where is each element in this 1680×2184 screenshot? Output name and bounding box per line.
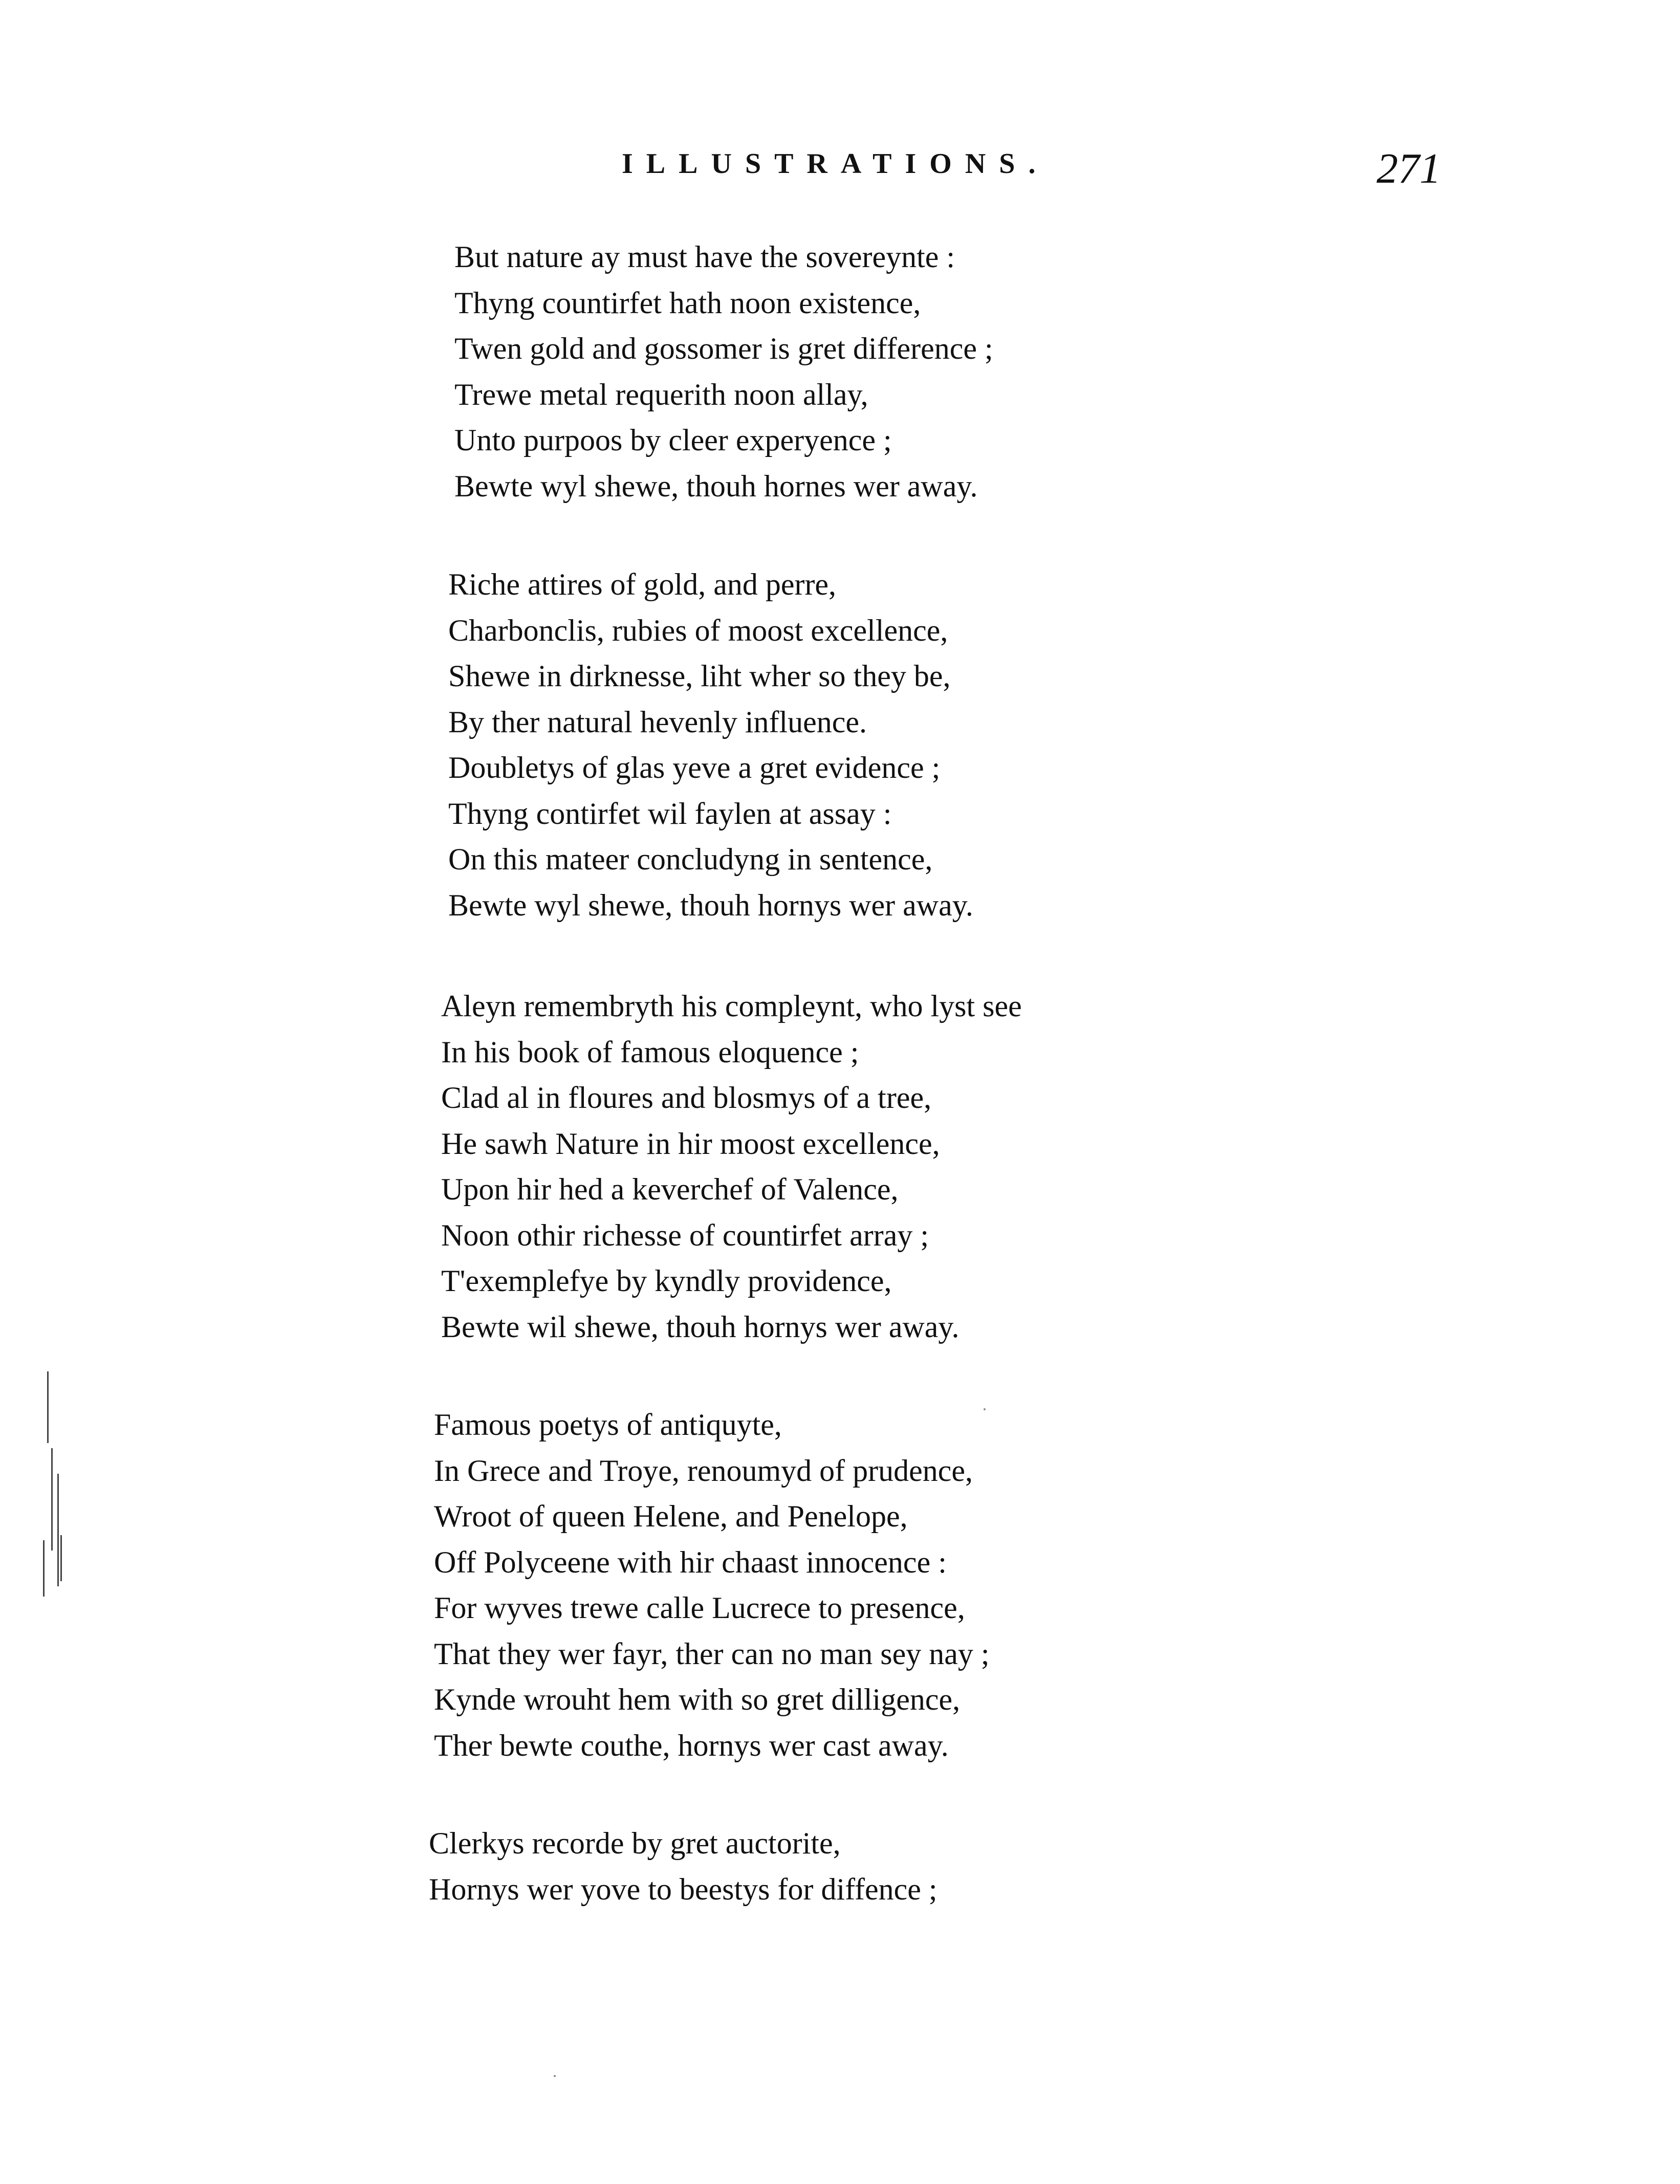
stanza-2 <box>448 562 973 928</box>
verse-line: In his book of famous eloquence ; <box>441 1035 859 1069</box>
verse-line: Shewe in dirknesse, liht wher so they be, <box>448 659 951 693</box>
verse-line: Ther bewte couthe, hornys wer cast away. <box>434 1728 949 1762</box>
verse-line: Clerkys recorde by gret auctorite, <box>429 1826 841 1860</box>
paper-speck <box>554 2075 556 2077</box>
verse-line: Unto purpoos by cleer experyence ; <box>454 423 892 457</box>
verse-line: Noon othir richesse of countirfet array ; <box>441 1218 929 1252</box>
verse-line: Famous poetys of antiquyte, <box>434 1408 782 1442</box>
stanza-5 <box>429 1821 937 1912</box>
paper-speck <box>984 1408 986 1410</box>
verse-line: Off Polyceene with hir chaast innocence : <box>434 1545 947 1579</box>
verse-line: Bewte wil shewe, thouh hornys wer away. <box>441 1309 959 1344</box>
verse-line: That they wer fayr, ther can no man sey nay ; <box>434 1636 990 1671</box>
verse-line: By ther natural hevenly influence. <box>448 705 867 739</box>
verse-line: Hornys wer yove to beestys for diffence ; <box>429 1872 937 1906</box>
verse-line: Wroot of queen Helene, and Penelope, <box>434 1499 908 1533</box>
verse-line: Clad al in floures and blosmys of a tree, <box>441 1081 932 1115</box>
verse-line: In Grece and Troye, renoumyd of prudence, <box>434 1453 973 1488</box>
margin-mark <box>57 1474 59 1586</box>
verse-line: Thyng contirfet wil faylen at assay : <box>448 796 892 831</box>
stanza-3 <box>441 984 1022 1350</box>
verse-line: Trewe metal requerith noon allay, <box>454 377 868 411</box>
verse-line: T'exemplefye by kyndly providence, <box>441 1264 892 1298</box>
stanza-1 <box>454 234 993 509</box>
verse-line: Bewte wyl shewe, thouh hornes wer away. <box>454 469 978 503</box>
page-number: 271 <box>1377 145 1441 192</box>
verse-line: Thyng countirfet hath noon existence, <box>454 286 921 320</box>
margin-mark <box>47 1371 49 1443</box>
stanza-4 <box>434 1402 990 1768</box>
verse-line: Riche attires of gold, and perre, <box>448 567 837 601</box>
verse-line: Aleyn remembryth his compleynt, who lyst see <box>441 989 1022 1023</box>
margin-mark <box>51 1448 53 1550</box>
verse-line: Charbonclis, rubies of moost excellence, <box>448 613 948 647</box>
margin-mark <box>43 1540 45 1597</box>
margin-mark <box>60 1535 62 1581</box>
verse-line: Doubletys of glas yeve a gret evidence ; <box>448 751 941 784</box>
verse-line: For wyves trewe calle Lucrece to presence, <box>434 1591 965 1625</box>
verse-line: Kynde wrouht hem with so gret dilligence, <box>434 1683 961 1716</box>
verse-line: He sawh Nature in hir moost excellence, <box>441 1126 940 1161</box>
verse-line: But nature ay must have the sovereynte : <box>454 240 955 274</box>
verse-line: Twen gold and gossomer is gret difference ; <box>454 332 993 365</box>
running-title: ILLUSTRATIONS. <box>622 148 1049 180</box>
verse-line: Bewte wyl shewe, thouh hornys wer away. <box>448 888 973 922</box>
verse-line: On this mateer concludyng in sentence, <box>448 842 933 876</box>
verse-line: Upon hir hed a keverchef of Valence, <box>441 1172 899 1206</box>
